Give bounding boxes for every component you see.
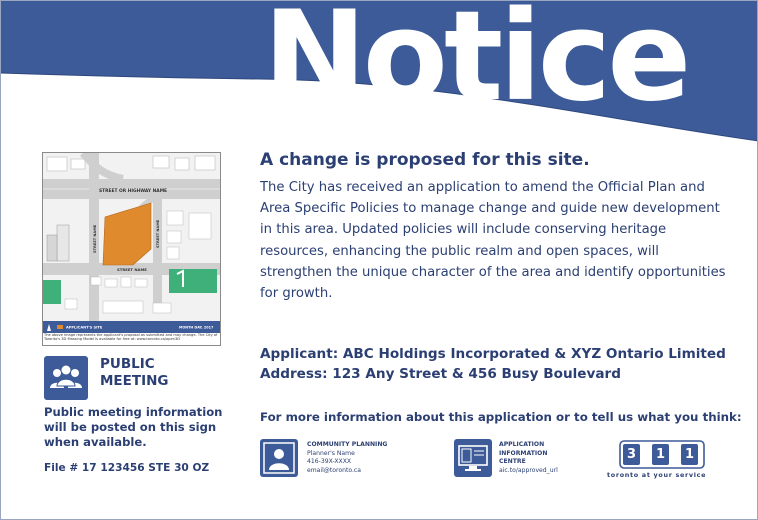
planning-contact [307, 441, 387, 475]
info-centre-contact [499, 441, 558, 475]
map-label-top-street: STREET OR HIGHWAY NAME [99, 189, 168, 194]
more-info-heading: For more information about this application or to tell us what you think: [260, 410, 742, 424]
info-centre-url[interactable]: aic.to/approved_url [499, 466, 558, 474]
site-map-drawing [43, 153, 220, 333]
proposal-description: The City has received an application to amend the Official Plan and Area Specific Policies to manage change and guide new development in this area. Updated policies will include conserving heritage resources, enhancing the public realm and open spaces, will strengthen the unique character of the area and identify opportunities for growth. [260, 180, 726, 302]
311-digit-1b: 1 [681, 444, 698, 465]
info-centre-heading-3: CENTRE [499, 458, 526, 466]
public-meeting-info: Public meeting information will be posted on this sign when available. [44, 405, 223, 449]
311-tagline: toronto at your service [607, 471, 707, 479]
info-centre-heading-1: APPLICATION [499, 441, 545, 448]
notice-title: Notice [263, 0, 688, 129]
map-date: MONTH DAY, 2017 [179, 325, 214, 330]
site-map [42, 152, 221, 346]
311-digit-3: 3 [623, 444, 640, 465]
applicant-line: Applicant: ABC Holdings Incorporated & XYZ Ontario Limited [260, 346, 726, 362]
public-meeting-label-line2: MEETING [100, 373, 169, 389]
headline: A change is proposed for this site. [260, 150, 590, 170]
public-meeting-label-line1: PUBLIC [100, 356, 155, 372]
public-meeting-label [100, 356, 210, 390]
map-label-left-street: STREET NAME [93, 224, 97, 253]
info-centre-heading-2: INFORMATION [499, 449, 548, 457]
address-line: Address: 123 Any Street & 456 Busy Boulevard [260, 366, 621, 382]
planner-phone: 416-39X-XXXX [307, 458, 352, 466]
map-label-right-street: STREET NAME [156, 219, 160, 248]
planner-name: Planner's Name [307, 449, 355, 457]
computer-icon [454, 439, 492, 477]
map-label-bottom-street: STREET NAME [117, 267, 147, 272]
planning-heading: COMMUNITY PLANNING [307, 441, 388, 448]
person-icon [260, 439, 298, 477]
map-legend-label: APPLICANT'S SITE [66, 325, 103, 330]
planner-email[interactable]: email@toronto.ca [307, 466, 362, 474]
file-number: File # 17 123456 STE 30 OZ [44, 462, 210, 474]
map-caption: The above image represents the applicant's proposal as submitted and may change. The City of Toronto's 3D Massing Model is available for free at: www.toronto.ca/open3D [44, 333, 218, 342]
public-meeting-icon [44, 356, 88, 400]
311-digit-1a: 1 [652, 444, 669, 465]
applicant-block [260, 344, 726, 384]
